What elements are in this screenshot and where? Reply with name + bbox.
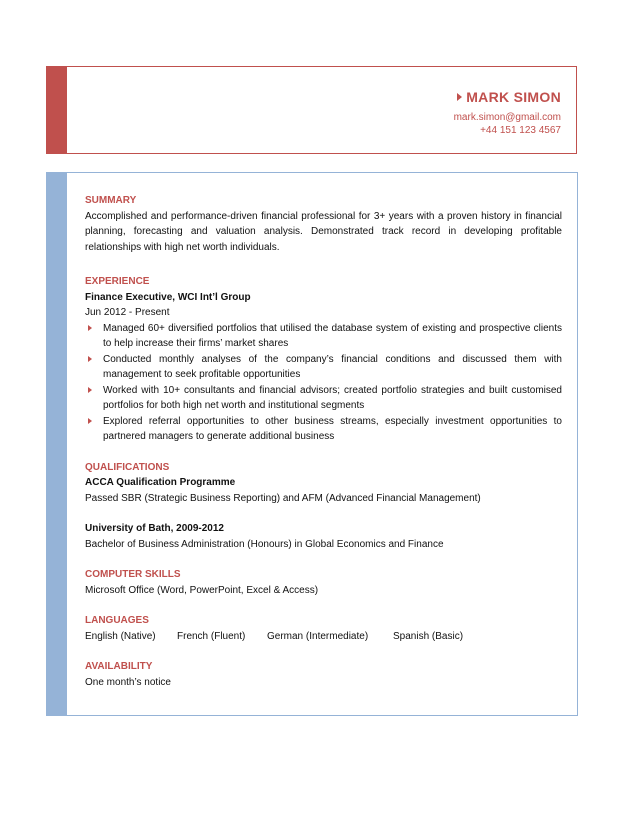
availability-text: One month’s notice	[85, 676, 171, 688]
triangle-bullet-icon	[88, 325, 92, 331]
bullet-text: Conducted monthly analyses of the company’s financial conditions and discussed them with management to seek profitable opportunities	[103, 353, 562, 380]
contact-info	[454, 111, 561, 137]
candidate-name-text: MARK SIMON	[466, 89, 561, 105]
triangle-bullet-icon	[88, 387, 92, 393]
qualification-heading: University of Bath, 2009-2012	[85, 523, 224, 534]
summary-text: Accomplished and performance-driven financial professional for 3+ years with a proven history in financial planning, forecasting and valuation analysis. Demonstrated track record in developing profitable relationships with high net worth individuals.	[85, 210, 562, 253]
list-item	[85, 321, 562, 352]
body-accent-bar	[47, 173, 67, 715]
language-item: English (Native)	[85, 630, 156, 642]
language-item: German (Intermediate)	[267, 630, 369, 642]
qualification-detail: Bachelor of Business Administration (Honours) in Global Economics and Finance	[85, 538, 444, 550]
languages-list	[85, 629, 562, 645]
header-box	[46, 66, 577, 154]
languages-section	[85, 613, 562, 644]
header-accent-bar	[47, 67, 67, 153]
list-item	[85, 383, 562, 414]
availability-section	[85, 659, 562, 690]
job-dates: Jun 2012 - Present	[85, 307, 170, 318]
candidate-name	[457, 89, 561, 105]
qualifications-section	[85, 460, 562, 553]
bullet-text: Worked with 10+ consultants and financial advisors; created portfolio strategies and built customised portfolios for both high net worth and institutional segments	[103, 384, 562, 411]
summary-section	[85, 193, 562, 255]
triangle-bullet-icon	[88, 356, 92, 362]
computer-skills-section	[85, 567, 562, 598]
list-item	[85, 352, 562, 383]
language-item: Spanish (Basic)	[393, 630, 464, 642]
triangle-bullet-icon	[457, 93, 462, 101]
triangle-bullet-icon	[88, 418, 92, 424]
section-title-experience: EXPERIENCE	[85, 276, 150, 287]
phone-number: +44 151 123 4567	[480, 125, 561, 136]
section-title-summary: SUMMARY	[85, 195, 137, 206]
computer-skills-text: Microsoft Office (Word, PowerPoint, Excel & Access)	[85, 584, 319, 596]
section-title-computer-skills: COMPUTER SKILLS	[85, 569, 181, 580]
section-title-qualifications: QUALIFICATIONS	[85, 461, 170, 473]
resume-content	[85, 193, 562, 690]
job-title: Finance Executive, WCI Int’l Group	[85, 291, 251, 303]
section-title-availability: AVAILABILITY	[85, 661, 153, 672]
bullet-text: Explored referral opportunities to other business streams, especially investment opportunities to partnered managers to generate additional business	[103, 415, 562, 442]
qualification-heading: ACCA Qualification Programme	[85, 477, 236, 488]
list-item	[85, 414, 562, 445]
qualification-detail: Passed SBR (Strategic Business Reporting) and AFM (Advanced Financial Management)	[85, 492, 481, 504]
section-title-languages: LANGUAGES	[85, 615, 149, 626]
email-link[interactable]: mark.simon@gmail.com	[453, 112, 561, 123]
language-item: French (Fluent)	[177, 630, 246, 642]
experience-bullets	[85, 321, 562, 445]
bullet-text: Managed 60+ diversified portfolios that utilised the database system of existing and prospective clients to help increase their firms’ market shares	[103, 322, 562, 349]
experience-section	[85, 274, 562, 445]
